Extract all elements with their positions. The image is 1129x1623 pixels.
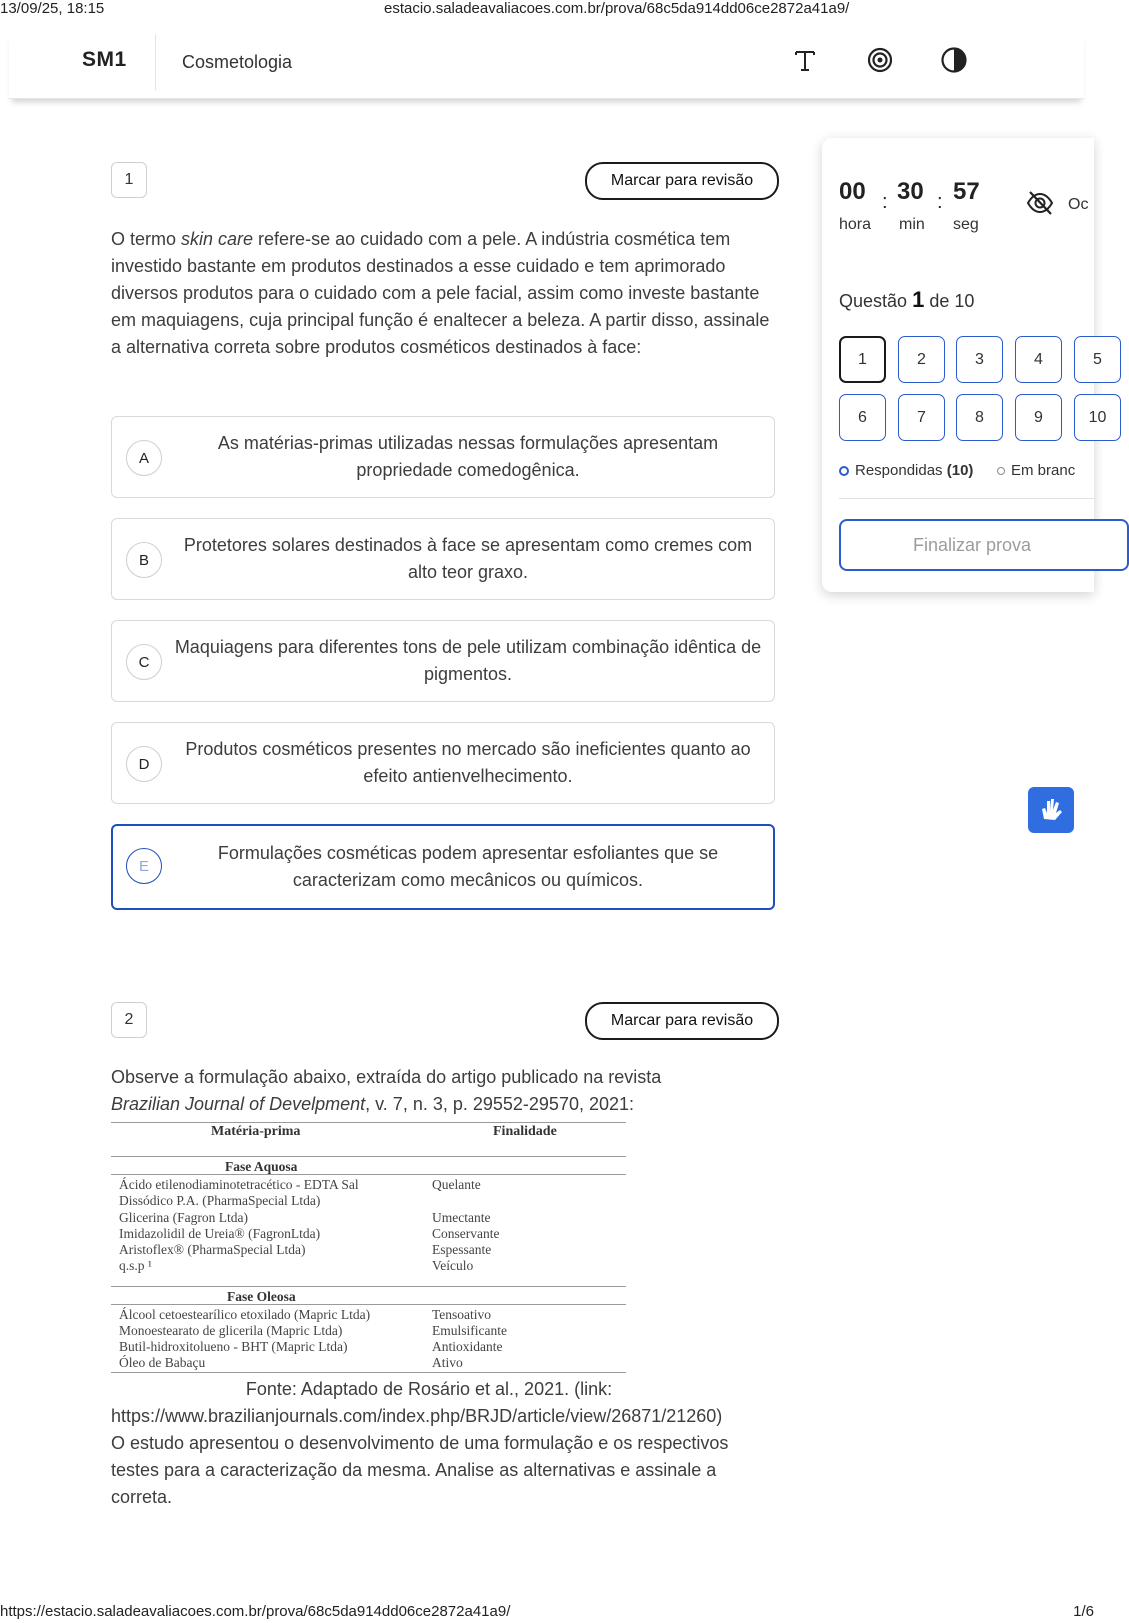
- font-size-icon[interactable]: [789, 44, 821, 76]
- timer-separator: :: [882, 191, 888, 213]
- table-row: Imidazolidil de Ureia® (FagronLtda) Conservante: [119, 1226, 500, 1241]
- table-rule: [111, 1174, 626, 1175]
- table-row: Butil-hidroxitolueno - BHT (Mapric Ltda) Antioxidante: [119, 1339, 503, 1354]
- timer-separator: :: [937, 191, 943, 213]
- answered-dot-icon: [839, 466, 849, 476]
- table-row: Monoestearato de glicerila (Mapric Ltda) Emulsificante: [119, 1323, 507, 1338]
- alternative-letter: C: [126, 644, 162, 680]
- print-url-top: estacio.saladeavaliacoes.com.br/prova/68c5da914dd06ce2872a41a9/: [384, 0, 850, 17]
- table-row: Álcool cetoestearílico etoxilado (Mapric Ltda) Tensoativo: [119, 1307, 492, 1322]
- table-rule: [111, 1304, 626, 1305]
- alternative-text: Maquiagens para diferentes tons de pele utilizam combinação idêntica de pigmentos.: [174, 637, 762, 684]
- timer-seconds-label: seg: [953, 216, 979, 233]
- table-row: Óleo de Babaçu Ativo: [119, 1355, 463, 1370]
- print-header: [0, 0, 1094, 20]
- question-nav-4[interactable]: 4: [1015, 336, 1062, 383]
- table-header-material: Matéria-prima: [211, 1124, 301, 1139]
- journal-name: Brazilian Journal of Develpment: [111, 1094, 366, 1114]
- table-row: q.s.p ¹ Veículo: [119, 1258, 474, 1273]
- hide-timer-label[interactable]: Oc: [1068, 196, 1089, 213]
- phase-aqueous-label: Fase Aquosa: [225, 1159, 298, 1174]
- question-nav-7[interactable]: 7: [898, 394, 945, 441]
- question-nav-10[interactable]: 10: [1074, 394, 1121, 441]
- question-nav-1[interactable]: 1: [839, 336, 886, 383]
- eye-off-icon[interactable]: [1025, 188, 1057, 220]
- finish-exam-button[interactable]: Finalizar prova: [839, 519, 1129, 571]
- timer-minutes: 30: [897, 178, 924, 205]
- legend-blank: Em branc: [997, 462, 1075, 479]
- table-rule: [111, 1122, 626, 1123]
- alternative-letter: A: [126, 440, 162, 476]
- timer-hours: 00: [839, 178, 866, 205]
- table-row: Dissódico P.A. (PharmaSpecial Ltda): [119, 1193, 321, 1208]
- legend-answered: Respondidas (10): [839, 462, 973, 479]
- question-number-2: 2: [111, 1002, 147, 1038]
- table-source-line: Fonte: Adaptado de Rosário et al., 2021. (link:: [245, 1379, 613, 1399]
- question-counter: Questão 1 de 10: [839, 287, 975, 312]
- mark-for-review-button-1[interactable]: Marcar para revisão: [585, 162, 779, 200]
- table-rule: [111, 1286, 626, 1287]
- table-header-purpose: Finalidade: [493, 1124, 557, 1139]
- table-row: Aristoflex® (PharmaSpecial Ltda) Espessante: [119, 1242, 492, 1257]
- table-rule: [111, 1156, 626, 1157]
- table-row: Glicerina (Fagron Ltda) Umectante: [119, 1210, 491, 1225]
- top-bar: [9, 30, 1084, 99]
- alternative-letter: D: [126, 746, 162, 782]
- question-nav-6[interactable]: 6: [839, 394, 886, 441]
- mark-for-review-button-2[interactable]: Marcar para revisão: [585, 1002, 779, 1040]
- question-2-text: O estudo apresentou o desenvolvimento de uma formulação e os respectivos testes para a caracterização da mesma. Analise as alternativas e assinale a correta.: [111, 1433, 729, 1507]
- table-rule: [111, 1372, 626, 1373]
- timer-seconds: 57: [953, 178, 980, 205]
- question-2-intro: Observe a formulação abaixo, extraída do artigo publicado na revista Brazilian Journal of Develpment, v. 7, n. 3, p. 29552-29570, 2021:: [111, 1067, 662, 1114]
- question-nav-3[interactable]: 3: [956, 336, 1003, 383]
- print-datetime: 13/09/25, 18:15: [0, 0, 105, 17]
- print-page-number: 1/6: [1073, 1603, 1094, 1620]
- alternative-text: Produtos cosméticos presentes no mercado são ineficientes quanto ao efeito antienvelhecimento.: [185, 739, 751, 786]
- print-url-bottom: https://estacio.saladeavaliacoes.com.br/prova/68c5da914dd06ce2872a41a9/: [0, 1603, 511, 1620]
- question-1-statement: O termo skin care refere-se ao cuidado com a pele. A indústria cosmética tem investido bastante em produtos destinados a esse cuidado e tem aprimorado diversos produtos para o cuidado com a pele facial, assim como investe bastante em maquiagens, cuja principal função é enaltecer a beleza. A partir disso, assinale a alternativa correta sobre produtos cosméticos destinados à face:: [111, 229, 770, 357]
- alternative-text: Formulações cosméticas podem apresentar esfoliantes que se caracterizam como mecânicos ou químicos.: [217, 843, 719, 890]
- statement-emphasis: skin care: [181, 229, 254, 249]
- alternative-a[interactable]: [111, 416, 775, 498]
- alternative-text: As matérias-primas utilizadas nessas formulações apresentam propriedade comedogênica.: [217, 433, 719, 480]
- timer-hours-label: hora: [839, 216, 872, 233]
- header-divider: [155, 34, 156, 90]
- question-nav-9[interactable]: 9: [1015, 394, 1062, 441]
- timer-minutes-label: min: [899, 216, 925, 233]
- alternative-letter: B: [126, 542, 162, 578]
- contrast-icon[interactable]: [938, 44, 970, 76]
- sign-language-icon[interactable]: [1028, 787, 1074, 833]
- question-nav-8[interactable]: 8: [956, 394, 1003, 441]
- alternative-text: Protetores solares destinados à face se apresentam como cremes com alto teor graxo.: [183, 535, 753, 582]
- formulation-table: [111, 1121, 626, 1373]
- alternative-c[interactable]: [111, 620, 775, 702]
- phase-oily-label: Fase Oleosa: [227, 1289, 296, 1304]
- print-footer: [0, 1601, 1094, 1623]
- course-title: Cosmetologia: [182, 52, 293, 72]
- exam-sidebar: [822, 138, 1107, 592]
- table-source-link: https://www.brazilianjournals.com/index.php/BRJD/article/view/26871/21260): [111, 1406, 723, 1426]
- question-nav-2[interactable]: 2: [898, 336, 945, 383]
- question-number-1: 1: [111, 162, 147, 198]
- alternative-d[interactable]: [111, 722, 775, 804]
- sidebar-divider: [839, 498, 1094, 499]
- blank-dot-icon: [997, 467, 1005, 475]
- logo: SM1: [82, 48, 127, 71]
- alternative-letter: E: [126, 848, 162, 884]
- alternative-e[interactable]: [111, 824, 775, 910]
- alternative-b[interactable]: [111, 518, 775, 600]
- table-row: Ácido etilenodiaminotetracético - EDTA Sal Quelante: [119, 1177, 481, 1192]
- question-nav-5[interactable]: 5: [1074, 336, 1121, 383]
- target-icon[interactable]: [864, 44, 896, 76]
